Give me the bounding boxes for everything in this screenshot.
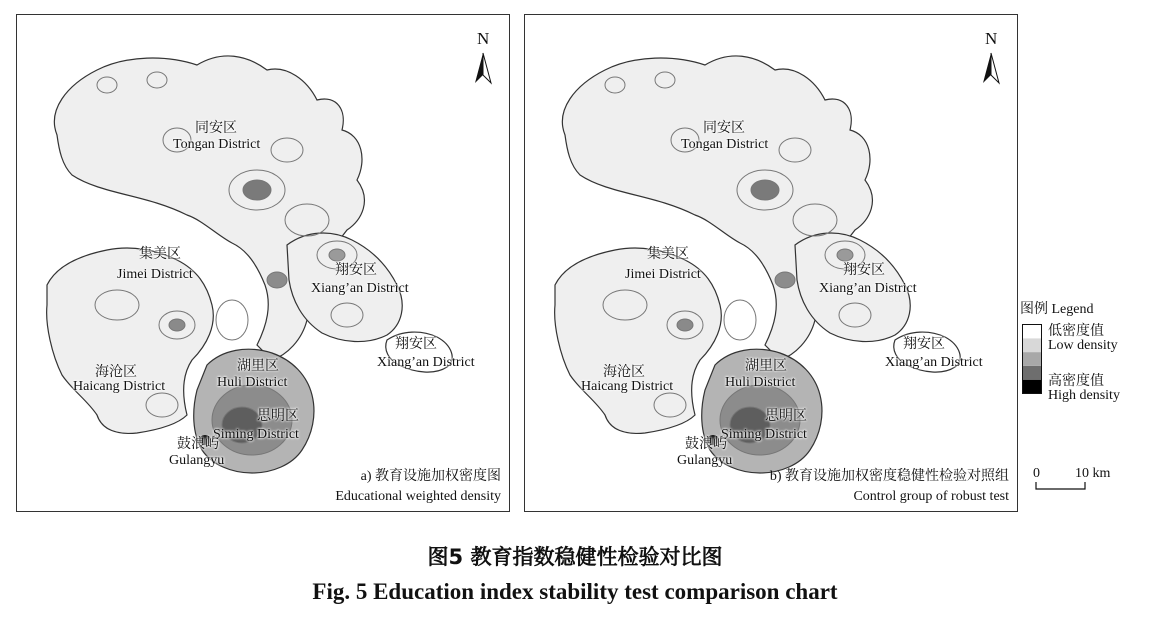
- label-xiangan2-en: Xiang’an District: [377, 355, 475, 370]
- figure-title-cn: 图5 教育指数稳健性检验对比图: [427, 545, 723, 569]
- label-siming-en: Siming District: [213, 427, 299, 442]
- contour: [169, 319, 185, 331]
- legend-ramp-swatch: [1023, 380, 1042, 394]
- north-arrow-right-half: [991, 53, 999, 83]
- label-siming-cn: 思明区: [765, 409, 807, 424]
- label-tongan-en: Tongan District: [173, 137, 261, 152]
- scale-end: 10 km: [1075, 466, 1111, 481]
- label-tongan-cn: 同安区: [703, 121, 745, 136]
- legend-low-cn: 低密度值: [1048, 324, 1104, 339]
- label-siming-cn: 思明区: [257, 409, 299, 424]
- label-jimei-cn: 集美区: [139, 247, 181, 262]
- label-gulangyu-cn: 鼓浪屿: [177, 437, 219, 452]
- label-xiangan2-cn: 翔安区: [395, 337, 437, 352]
- legend-high-en: High density: [1048, 388, 1120, 403]
- label-huli-cn: 湖里区: [237, 359, 279, 374]
- label-gulangyu-en: Gulangyu: [169, 453, 225, 468]
- panel-caption-cn: b) 教育设施加权密度稳健性检验对照组: [769, 469, 1009, 484]
- north-arrow-right-half: [483, 53, 491, 83]
- legend-ramp-swatch: [1023, 325, 1042, 339]
- label-gulangyu-en: Gulangyu: [677, 453, 733, 468]
- panel-caption-en: Control group of robust test: [853, 489, 1009, 504]
- contour: [216, 300, 248, 340]
- contour: [837, 249, 853, 261]
- legend-ramp-swatch: [1023, 366, 1042, 380]
- legend-ramp: [1022, 324, 1042, 394]
- scale-bar: [1035, 466, 1135, 492]
- contour: [751, 180, 779, 200]
- label-huli-en: Huli District: [217, 375, 288, 390]
- label-haicang-cn: 海沧区: [603, 365, 645, 380]
- contour: [775, 272, 795, 288]
- legend: [1020, 298, 1148, 418]
- label-xiangan2-en: Xiang’an District: [885, 355, 983, 370]
- label-jimei-cn: 集美区: [647, 247, 689, 262]
- label-huli-en: Huli District: [725, 375, 796, 390]
- panel-caption-en: Educational weighted density: [335, 489, 501, 504]
- legend-ramp-swatch: [1023, 352, 1042, 366]
- legend-ramp-swatch: [1023, 338, 1042, 352]
- legend-high-cn: 高密度值: [1048, 374, 1104, 389]
- label-haicang-en: Haicang District: [73, 379, 166, 394]
- contour: [724, 300, 756, 340]
- legend-title: 图例 Legend: [1020, 302, 1094, 317]
- north-arrow: [983, 53, 999, 83]
- scale-zero: 0: [1033, 466, 1040, 481]
- label-xiangan-en: Xiang’an District: [819, 281, 917, 296]
- north-arrow-left-half: [475, 53, 483, 83]
- north-label: N: [985, 29, 998, 48]
- panel-caption-cn: a) 教育设施加权密度图: [360, 469, 501, 484]
- scale-tick-line: [1036, 482, 1085, 489]
- scale-line: [1035, 482, 1135, 492]
- north-arrow-left-half: [983, 53, 991, 83]
- legend-low-en: Low density: [1048, 338, 1118, 353]
- panel-b-robust-test: [524, 14, 1018, 512]
- label-tongan-en: Tongan District: [681, 137, 769, 152]
- label-jimei-en: Jimei District: [625, 267, 701, 282]
- figure-title-en: Fig. 5 Education index stability test comparison chart: [312, 579, 838, 604]
- label-xiangan-cn: 翔安区: [335, 263, 377, 278]
- label-xiangan-en: Xiang’an District: [311, 281, 409, 296]
- label-gulangyu-cn: 鼓浪屿: [685, 437, 727, 452]
- label-xiangan-cn: 翔安区: [843, 263, 885, 278]
- contour: [329, 249, 345, 261]
- north-label: N: [477, 29, 490, 48]
- label-siming-en: Siming District: [721, 427, 807, 442]
- north-arrow: [475, 53, 491, 83]
- label-jimei-en: Jimei District: [117, 267, 193, 282]
- panel-a-weighted-density: [16, 14, 510, 512]
- label-xiangan2-cn: 翔安区: [903, 337, 945, 352]
- contour: [267, 272, 287, 288]
- label-tongan-cn: 同安区: [195, 121, 237, 136]
- label-haicang-en: Haicang District: [581, 379, 674, 394]
- contour: [677, 319, 693, 331]
- label-huli-cn: 湖里区: [745, 359, 787, 374]
- contour: [243, 180, 271, 200]
- label-haicang-cn: 海沧区: [95, 365, 137, 380]
